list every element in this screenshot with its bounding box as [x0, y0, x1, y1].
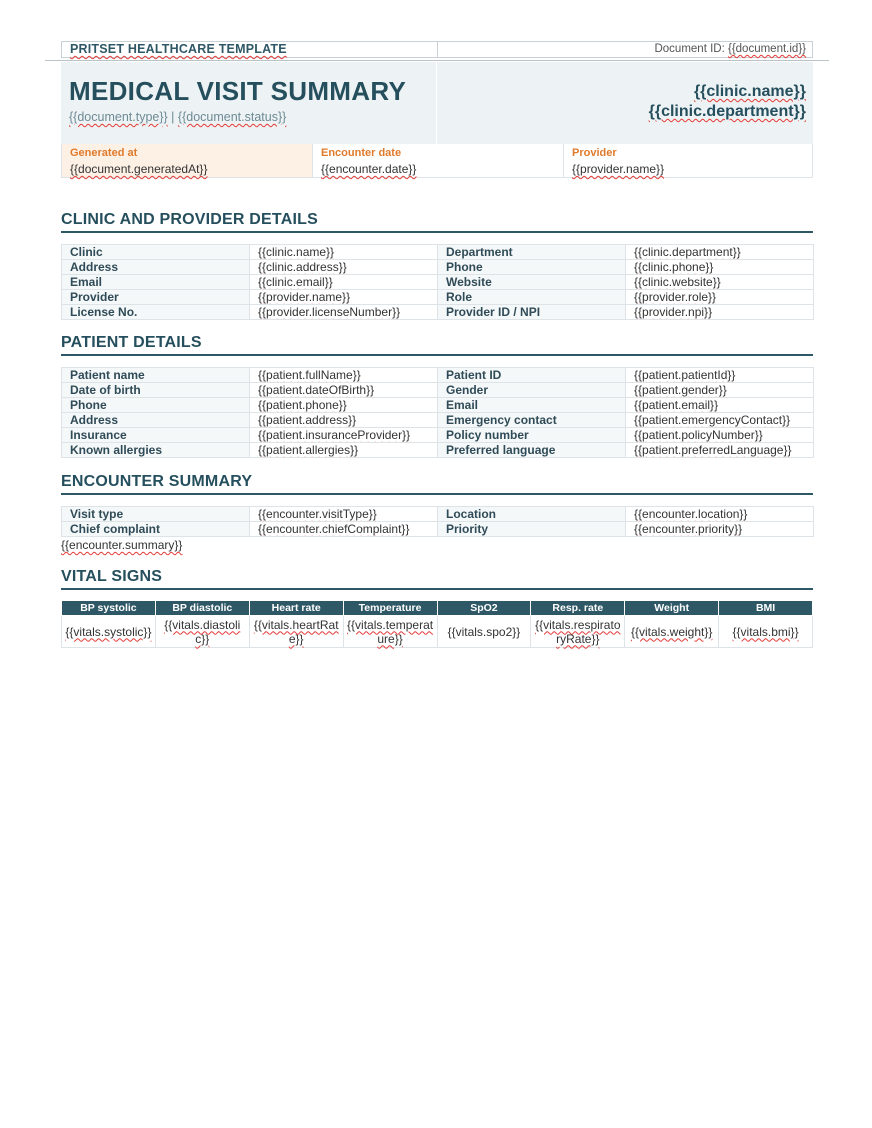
table-row: Provider {{provider.name}} Role {{provider.role}} — [62, 290, 814, 305]
table-row: Known allergies {{patient.allergies}} Preferred language {{patient.preferredLanguage}} — [62, 443, 814, 458]
table-row: Visit type {{encounter.visitType}} Location {{encounter.location}} — [62, 507, 814, 522]
clinic-details-table — [61, 244, 814, 320]
document-subtitle: {{document.type}} | {{document.status}} — [69, 110, 287, 124]
section-heading-clinic: CLINIC AND PROVIDER DETAILS — [61, 211, 813, 233]
encounter-summary-text: {{encounter.summary}} — [61, 538, 183, 552]
document-id: Document ID: {{document.id}} — [654, 43, 806, 55]
header-rule — [45, 60, 829, 61]
section-heading-vitals: VITAL SIGNS — [61, 568, 813, 590]
section-heading-encounter: ENCOUNTER SUMMARY — [61, 473, 813, 495]
vitals-header: BP systolic — [62, 601, 156, 616]
table-row: Email {{clinic.email}} Website {{clinic.website}} — [62, 275, 814, 290]
patient-details-table — [61, 367, 814, 458]
vitals-header: Heart rate — [249, 601, 343, 616]
vitals-header: BMI — [719, 601, 813, 616]
meta-row — [61, 144, 813, 178]
table-row: Date of birth {{patient.dateOfBirth}} Gender {{patient.gender}} — [62, 383, 814, 398]
vitals-header: SpO2 — [437, 601, 531, 616]
vitals-value: {{vitals.heartRate}} — [249, 616, 343, 648]
vitals-value: {{vitals.systolic}} — [62, 616, 156, 648]
table-row: License No. {{provider.licenseNumber}} Provider ID / NPI {{provider.npi}} — [62, 305, 814, 320]
vitals-header: Resp. rate — [531, 601, 625, 616]
document-title: MEDICAL VISIT SUMMARY — [69, 76, 407, 106]
table-row: Address {{clinic.address}} Phone {{clinic.phone}} — [62, 260, 814, 275]
vitals-header: Temperature — [343, 601, 437, 616]
encounter-summary-table — [61, 506, 814, 537]
document-header — [61, 62, 813, 144]
template-name: PRITSET HEALTHCARE TEMPLATE — [62, 42, 438, 57]
meta-encounter-date: Encounter date {{encounter.date}} — [313, 144, 564, 177]
table-row: Address {{patient.address}} Emergency contact {{patient.emergencyContact}} — [62, 413, 814, 428]
top-strip — [61, 41, 813, 58]
vitals-value: {{vitals.diastolic}} — [155, 616, 249, 648]
table-row: Patient name {{patient.fullName}} Patient ID {{patient.patientId}} — [62, 368, 814, 383]
vitals-value-row — [62, 616, 813, 648]
vitals-header: Weight — [625, 601, 719, 616]
vitals-value: {{vitals.weight}} — [625, 616, 719, 648]
vitals-header: BP diastolic — [155, 601, 249, 616]
meta-generated-at: Generated at {{document.generatedAt}} — [62, 144, 313, 177]
table-row: Chief complaint {{encounter.chiefComplaint}} Priority {{encounter.priority}} — [62, 522, 814, 537]
vitals-header-row — [62, 601, 813, 616]
meta-provider: Provider {{provider.name}} — [572, 147, 665, 176]
table-row: Clinic {{clinic.name}} Department {{clinic.department}} — [62, 245, 814, 260]
table-row: Insurance {{patient.insuranceProvider}} Policy number {{patient.policyNumber}} — [62, 428, 814, 443]
vitals-value: {{vitals.temperature}} — [343, 616, 437, 648]
vitals-value: {{vitals.respiratoryRate}} — [531, 616, 625, 648]
vital-signs-table — [61, 601, 813, 648]
header-clinic-name: {{clinic.name}} — [693, 83, 806, 100]
vitals-value: {{vitals.bmi}} — [719, 616, 813, 648]
header-clinic-department: {{clinic.department}} — [648, 103, 806, 120]
table-row: Phone {{patient.phone}} Email {{patient.email}} — [62, 398, 814, 413]
vitals-value: {{vitals.spo2}} — [437, 616, 531, 648]
section-heading-patient: PATIENT DETAILS — [61, 334, 813, 356]
